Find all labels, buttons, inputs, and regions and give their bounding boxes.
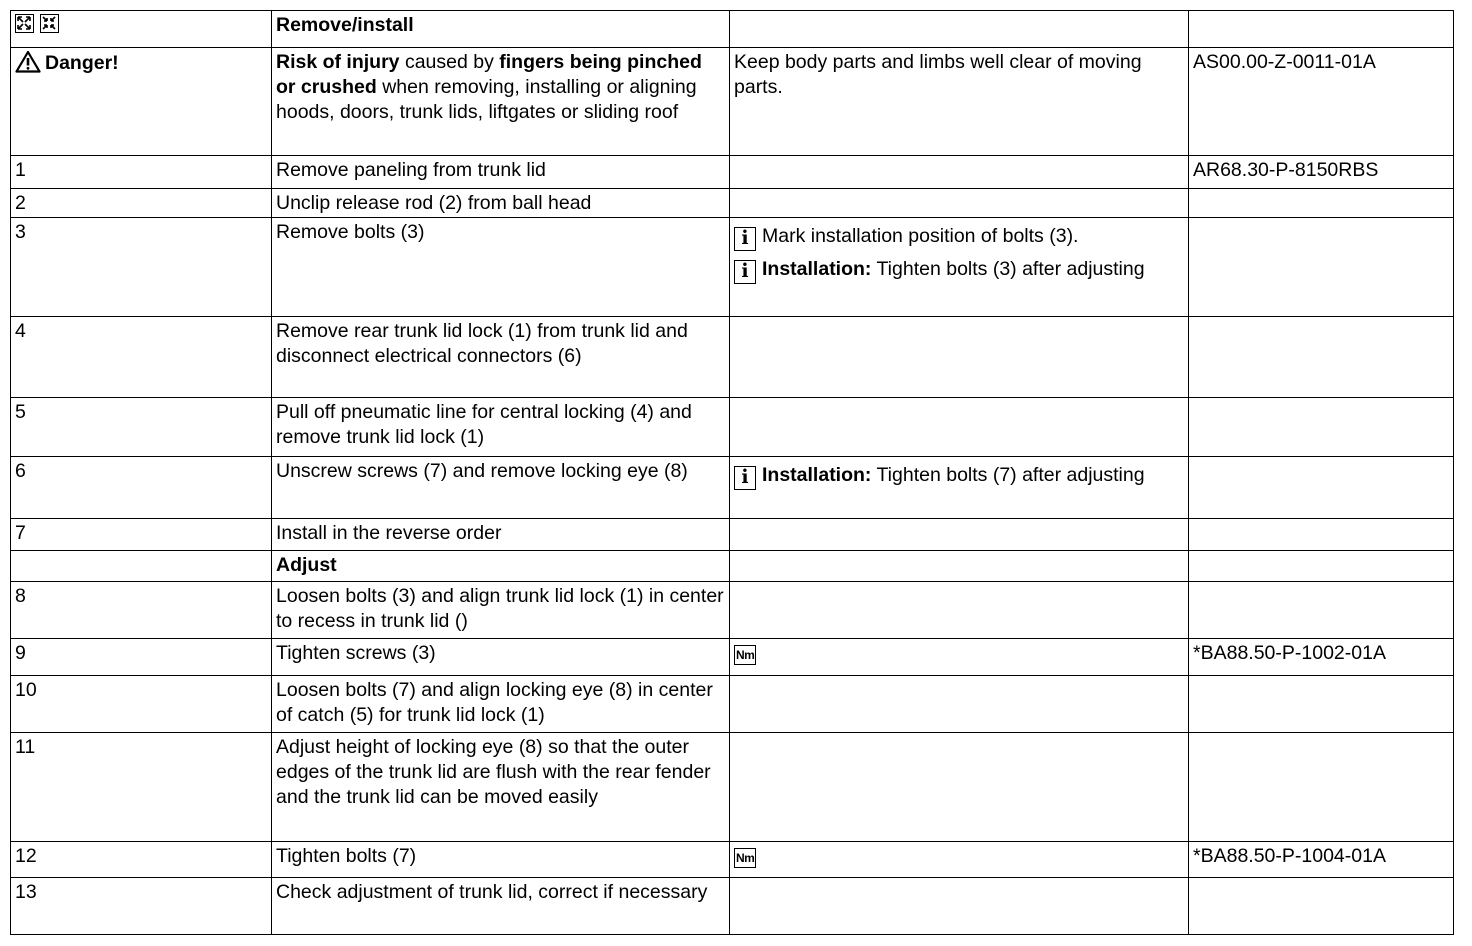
step-action: Tighten bolts (7) bbox=[272, 842, 730, 878]
step-action: Loosen bolts (3) and align trunk lid lock (1) in center to recess in trunk lid () bbox=[272, 582, 730, 639]
warning-triangle-icon bbox=[15, 52, 45, 74]
step-ref bbox=[1189, 676, 1454, 733]
danger-bold-text: Risk of injury bbox=[276, 51, 400, 73]
section-title: Adjust bbox=[272, 551, 730, 582]
step-row bbox=[11, 398, 1454, 457]
step-number bbox=[11, 551, 272, 582]
note bbox=[734, 224, 1183, 251]
danger-text: caused by bbox=[399, 51, 500, 73]
step-notes bbox=[730, 676, 1189, 733]
step-notes bbox=[730, 156, 1189, 189]
header-empty-cell bbox=[1189, 11, 1454, 48]
header-icons-cell bbox=[11, 11, 272, 48]
step-action: Unclip release rod (2) from ball head bbox=[272, 189, 730, 218]
danger-text-cell bbox=[272, 48, 730, 156]
step-action: Remove bolts (3) bbox=[272, 218, 730, 317]
note-text: Tighten bolts (3) after adjusting bbox=[871, 258, 1145, 280]
note-bold-text: Installation: bbox=[762, 258, 872, 280]
collapse-icon[interactable] bbox=[40, 14, 59, 33]
step-notes bbox=[730, 551, 1189, 582]
danger-ref-link[interactable]: AS00.00-Z-0011-01A bbox=[1189, 48, 1454, 156]
step-action: Remove paneling from trunk lid bbox=[272, 156, 730, 189]
step-notes bbox=[730, 878, 1189, 935]
step-notes bbox=[730, 317, 1189, 398]
step-number: 6 bbox=[11, 457, 272, 519]
step-ref bbox=[1189, 551, 1454, 582]
danger-bold-text: fingers being pinched or crushed bbox=[276, 51, 702, 98]
step-notes bbox=[730, 519, 1189, 551]
header-row bbox=[11, 11, 1454, 48]
info-icon[interactable]: i bbox=[734, 466, 756, 490]
step-number: 1 bbox=[11, 156, 272, 189]
torque-icon[interactable]: Nm bbox=[734, 645, 756, 665]
step-action: Remove rear trunk lid lock (1) from trunk lid and disconnect electrical connectors (6) bbox=[272, 317, 730, 398]
step-action: Adjust height of locking eye (8) so that the outer edges of the trunk lid are flush with the rear fender and the trunk lid can be moved easily bbox=[272, 733, 730, 842]
step-row bbox=[11, 582, 1454, 639]
step-number: 12 bbox=[11, 842, 272, 878]
step-notes bbox=[730, 457, 1189, 519]
step-number: 3 bbox=[11, 218, 272, 317]
info-icon[interactable]: i bbox=[734, 227, 756, 251]
expand-icon[interactable] bbox=[15, 14, 34, 33]
step-ref bbox=[1189, 582, 1454, 639]
step-row bbox=[11, 878, 1454, 935]
step-row bbox=[11, 519, 1454, 551]
step-number: 5 bbox=[11, 398, 272, 457]
step-number: 11 bbox=[11, 733, 272, 842]
step-notes bbox=[730, 582, 1189, 639]
step-notes bbox=[730, 842, 1189, 878]
header-empty-cell bbox=[730, 11, 1189, 48]
step-action: Check adjustment of trunk lid, correct if necessary bbox=[272, 878, 730, 935]
step-notes bbox=[730, 398, 1189, 457]
danger-label-cell bbox=[11, 48, 272, 156]
step-row bbox=[11, 317, 1454, 398]
info-icon[interactable]: i bbox=[734, 260, 756, 284]
step-ref bbox=[1189, 457, 1454, 519]
note-text: Mark installation position of bolts (3). bbox=[762, 225, 1079, 247]
step-action: Unscrew screws (7) and remove locking eye (8) bbox=[272, 457, 730, 519]
step-row bbox=[11, 189, 1454, 218]
note-bold-text: Installation: bbox=[762, 464, 872, 486]
note bbox=[734, 463, 1183, 490]
torque-icon[interactable]: Nm bbox=[734, 848, 756, 868]
step-ref bbox=[1189, 398, 1454, 457]
danger-row bbox=[11, 48, 1454, 156]
header-title: Remove/install bbox=[272, 11, 730, 48]
step-number: 13 bbox=[11, 878, 272, 935]
step-row bbox=[11, 733, 1454, 842]
step-ref bbox=[1189, 317, 1454, 398]
step-action: Pull off pneumatic line for central locking (4) and remove trunk lid lock (1) bbox=[272, 398, 730, 457]
procedure-table bbox=[10, 10, 1454, 935]
step-notes bbox=[730, 639, 1189, 676]
step-ref-link[interactable]: *BA88.50-P-1002-01A bbox=[1189, 639, 1454, 676]
section-row bbox=[11, 551, 1454, 582]
step-notes bbox=[730, 189, 1189, 218]
step-number: 9 bbox=[11, 639, 272, 676]
step-ref bbox=[1189, 218, 1454, 317]
danger-measure: Keep body parts and limbs well clear of moving parts. bbox=[730, 48, 1189, 156]
step-number: 7 bbox=[11, 519, 272, 551]
step-ref bbox=[1189, 189, 1454, 218]
note-text: Tighten bolts (7) after adjusting bbox=[871, 464, 1145, 486]
step-number: 8 bbox=[11, 582, 272, 639]
step-ref bbox=[1189, 519, 1454, 551]
step-action: Loosen bolts (7) and align locking eye (8) in center of catch (5) for trunk lid lock (1) bbox=[272, 676, 730, 733]
step-ref bbox=[1189, 878, 1454, 935]
step-ref bbox=[1189, 733, 1454, 842]
danger-label: Danger! bbox=[45, 52, 119, 74]
step-number: 2 bbox=[11, 189, 272, 218]
step-number: 10 bbox=[11, 676, 272, 733]
step-action: Install in the reverse order bbox=[272, 519, 730, 551]
step-notes bbox=[730, 218, 1189, 317]
step-row bbox=[11, 842, 1454, 878]
step-action: Tighten screws (3) bbox=[272, 639, 730, 676]
step-row bbox=[11, 156, 1454, 189]
danger-text: when removing, installing or aligning hoods, doors, trunk lids, liftgates or sliding roof bbox=[276, 76, 697, 123]
note bbox=[734, 257, 1183, 284]
step-row bbox=[11, 218, 1454, 317]
step-number: 4 bbox=[11, 317, 272, 398]
step-row bbox=[11, 639, 1454, 676]
step-ref-link[interactable]: AR68.30-P-8150RBS bbox=[1189, 156, 1454, 189]
step-notes bbox=[730, 733, 1189, 842]
step-row bbox=[11, 457, 1454, 519]
step-ref-link[interactable]: *BA88.50-P-1004-01A bbox=[1189, 842, 1454, 878]
step-row bbox=[11, 676, 1454, 733]
